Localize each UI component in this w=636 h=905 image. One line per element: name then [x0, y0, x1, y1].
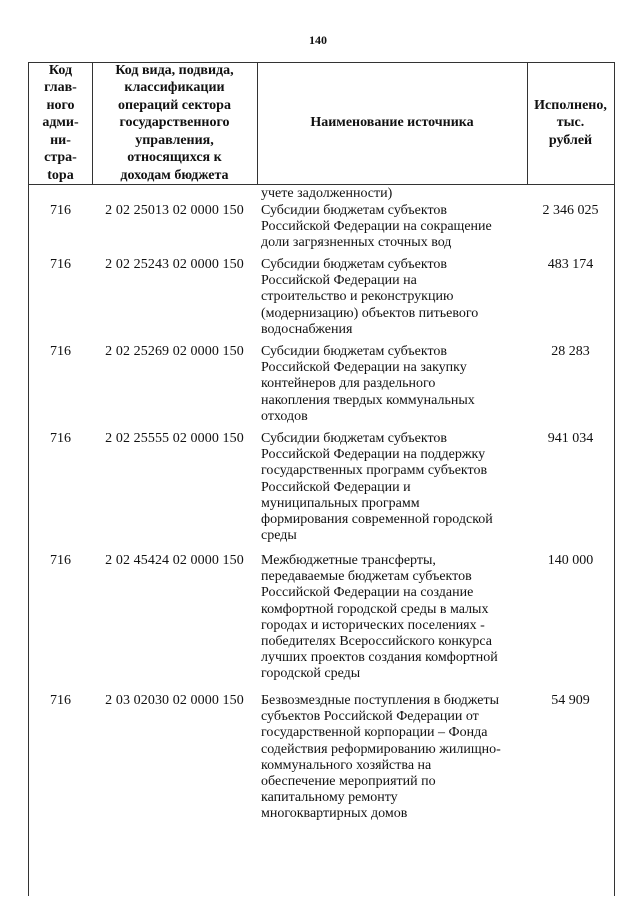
classification-cell: 2 02 25269 02 0000 150	[105, 344, 244, 359]
header-source-name: Наименование источника	[310, 115, 474, 131]
source-name-cell: Субсидии бюджетам субъектов Российской Федерации на поддержку государственных программ субъектов Российской Федерации и муниципальных программ формирования современной городской среды	[261, 431, 493, 544]
admin-code-cell: 716	[50, 693, 71, 708]
amount-cell: 28 283	[551, 344, 590, 359]
classification-cell: 2 02 25013 02 0000 150	[105, 203, 244, 218]
header-amount: Исполнено, тыс. рублей	[534, 97, 607, 148]
admin-code-cell: 716	[50, 431, 71, 446]
revenue-table	[28, 62, 615, 896]
header-bottom-border	[29, 184, 614, 185]
classification-cell: 2 02 25243 02 0000 150	[105, 257, 244, 272]
amount-cell: 2 346 025	[542, 203, 599, 218]
source-name-cell: Субсидии бюджетам субъектов Российской Федерации на закупку контейнеров для раздельного накопления твердых коммунальных отходов	[261, 344, 475, 424]
source-name-cell: Безвозмездные поступления в бюджеты субъектов Российской Федерации от государственной корпорации – Фонда содействия реформированию жилищно- коммунального хозяйства на обеспечение мероприятий по капитальному ремонту многоквартирных домов	[261, 693, 501, 822]
source-name-cell: Межбюджетные трансферты, передаваемые бюджетам субъектов Российской Федерации на создание комфортной городской среды в малых городах и исторических поселениях - победителях Всероссийского конкурса лучших проектов создания комфортной городской среды	[261, 553, 498, 682]
header-classification: Код вида, подвида, классификации операций сектора государственного управления, относящихся к доходам бюджета	[115, 63, 234, 183]
amount-cell: 483 174	[547, 257, 594, 272]
admin-code-cell: 716	[50, 257, 71, 272]
continuation-text: учете задолженности)	[261, 186, 393, 201]
classification-cell: 2 02 25555 02 0000 150	[105, 431, 244, 446]
admin-code-cell: 716	[50, 344, 71, 359]
source-name-cell: Субсидии бюджетам субъектов Российской Федерации на строительство и реконструкцию (модернизацию) объектов питьевого водоснабжения	[261, 257, 479, 337]
source-name-cell: Субсидии бюджетам субъектов Российской Федерации на сокращение доли загрязненных сточных вод	[261, 203, 492, 251]
classification-cell: 2 02 45424 02 0000 150	[105, 553, 244, 568]
classification-cell: 2 03 02030 02 0000 150	[105, 693, 244, 708]
admin-code-cell: 716	[50, 553, 71, 568]
header-admin-code: Код глав- ного адми- ни- стра- tора	[42, 63, 79, 183]
amount-cell: 140 000	[547, 553, 594, 568]
admin-code-cell: 716	[50, 203, 71, 218]
page-number: 140	[309, 33, 327, 47]
amount-cell: 54 909	[551, 693, 590, 708]
amount-cell: 941 034	[547, 431, 594, 446]
